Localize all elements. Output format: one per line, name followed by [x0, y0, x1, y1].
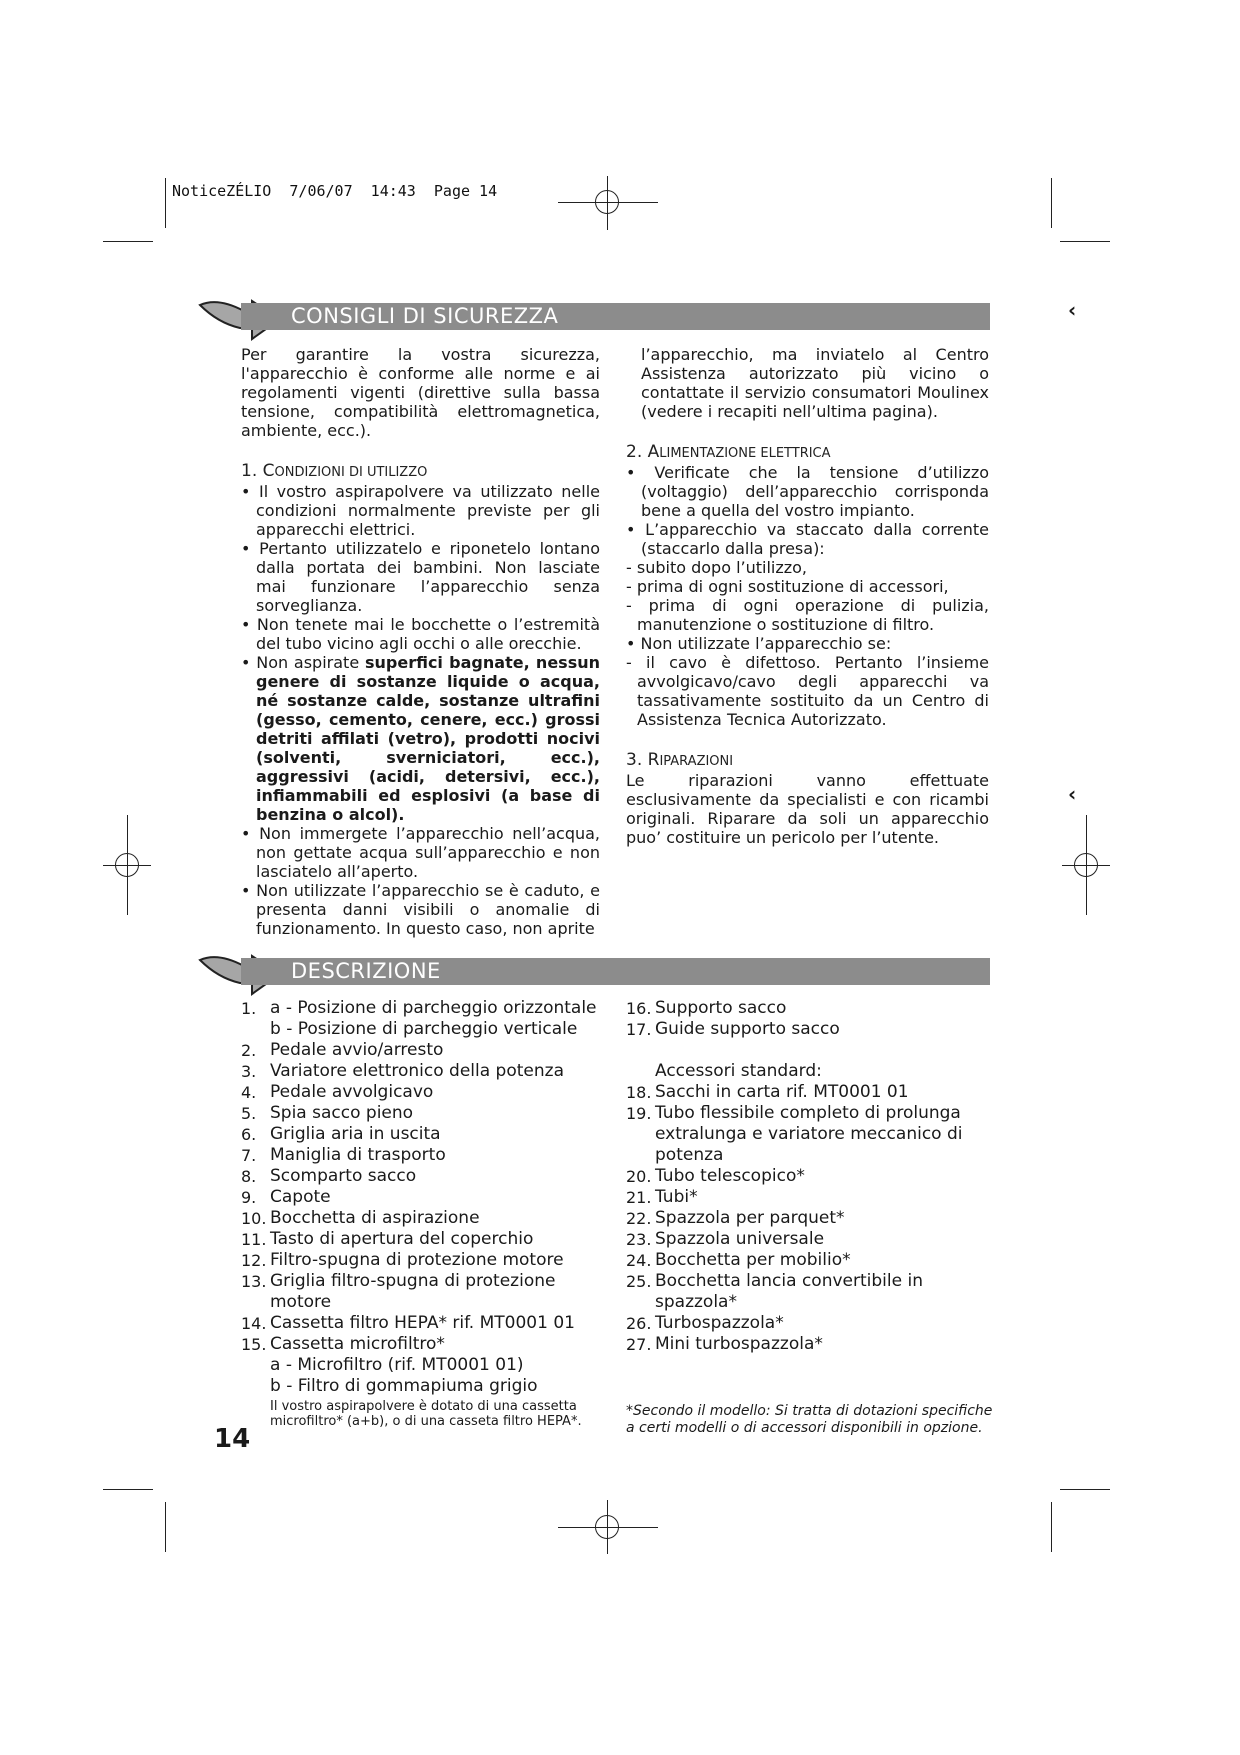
item-text: Griglia filtro-spugna di protezione: [270, 1271, 556, 1291]
item-number: 8.: [241, 1167, 257, 1186]
list-item: - prima di ogni sostituzione di accessori,: [626, 577, 949, 596]
item-number: 13.: [241, 1272, 267, 1291]
list-item: • Pertanto utilizzatelo e riponetelo lontano dalla portata dei bambini. Non lasciate mai funzionare l’apparecchio senza sorveglianza.: [241, 539, 600, 615]
item-text: Spia sacco pieno: [270, 1103, 414, 1123]
crop-mark: [103, 1489, 153, 1490]
item-text: Maniglia di trasporto: [270, 1145, 446, 1165]
list-item: • Non utilizzate l’apparecchio se:: [626, 634, 892, 653]
item-text: Bocchetta lancia convertibile in spazzola*: [655, 1271, 923, 1312]
list-item: - il cavo è difettoso. Pertanto l’insieme avvolgicavo/cavo degli apparecchi va tassativamente sostituito da un Centro di Assistenza Tecnica Autorizzato.: [626, 653, 989, 729]
crop-mark: [1051, 1502, 1052, 1552]
print-slug: NoticeZÉLIO 7/06/07 14:43 Page 14: [172, 182, 498, 200]
item-text: Cassetta filtro HEPA* rif. MT0001 01: [270, 1313, 575, 1333]
item-text: Pedale avvio/arresto: [270, 1040, 444, 1060]
list-item: [626, 1145, 996, 1166]
item-text: Bocchetta per mobilio*: [655, 1250, 851, 1270]
list-item: [626, 1208, 996, 1229]
list-item: [241, 1376, 611, 1397]
subheading-power-supply: 2. ALIMENTAZIONE ELETTRICA: [626, 442, 831, 462]
list-item: [626, 1124, 996, 1145]
item-number: 20.: [626, 1167, 652, 1186]
list-item: [241, 1229, 611, 1250]
list-item: - subito dopo l’utilizzo,: [626, 558, 808, 577]
list-item: [241, 1187, 611, 1208]
list-item: [241, 1103, 611, 1124]
item-number: 21.: [626, 1188, 652, 1207]
item-text: Tasto di apertura del coperchio: [270, 1229, 534, 1249]
list-item: [626, 1229, 996, 1250]
crop-mark: [165, 1502, 166, 1552]
list-item: • Non immergete l’apparecchio nell’acqua, non gettate acqua sull’apparecchio e non lasciatelo all’aperto.: [241, 824, 600, 881]
footnote: *Secondo il modello: Si tratta di dotazioni specifiche a certi modelli o di accessori disponibili in opzione.: [626, 1403, 993, 1436]
safety-continuation: l’apparecchio, ma inviatelo al Centro Assistenza autorizzato più vicino o contattate il servizio consumatori Moulinex (vedere i recapiti nell’ultima pagina).: [641, 345, 989, 421]
safety-column-left: [241, 345, 600, 938]
list-item: • Non tenete mai le bocchette o l’estremità del tubo vicino agli occhi o alle orecchie.: [241, 615, 600, 653]
item-text: Capote: [270, 1187, 331, 1207]
item-text: b - Posizione di parcheggio verticale: [270, 1019, 578, 1039]
margin-tick-mark: ‹: [1068, 782, 1077, 806]
item-text: Spazzola per parquet*: [655, 1208, 845, 1228]
crop-mark: [1060, 1489, 1110, 1490]
item-number: 17.: [626, 1020, 652, 1039]
list-item: [626, 1187, 996, 1208]
crop-mark: [103, 241, 153, 242]
item-number: 4.: [241, 1083, 257, 1102]
item-text: Tubo telescopico*: [655, 1166, 805, 1186]
item-number: 9.: [241, 1188, 257, 1207]
list-item: [626, 1313, 996, 1334]
item-text: Griglia aria in uscita: [270, 1124, 441, 1144]
list-item: [626, 1082, 996, 1103]
item-number: 16.: [626, 999, 652, 1018]
list-item: [241, 998, 611, 1019]
item-number: 15.: [241, 1335, 267, 1354]
list-item: [241, 1313, 611, 1334]
list-item: [241, 1271, 611, 1292]
item-number: 19.: [626, 1104, 652, 1123]
item-text: Mini turbospazzola*: [655, 1334, 823, 1354]
item-text: Spazzola universale: [655, 1229, 825, 1249]
item-text: Tubo flessibile completo di prolunga: [655, 1103, 961, 1123]
item-text: Pedale avvolgicavo: [270, 1082, 434, 1102]
item-text: Supporto sacco: [655, 998, 787, 1018]
item-text: Cassetta microfiltro*: [270, 1334, 445, 1354]
item-number: 5.: [241, 1104, 257, 1123]
item-number: 1.: [241, 999, 257, 1018]
item-text: b - Filtro di gommapiuma grigio: [270, 1376, 538, 1396]
page-number: 14: [214, 1424, 251, 1454]
safety-intro: Per garantire la vostra sicurezza, l'apparecchio è conforme alle norme e ai regolamenti vigenti (direttive sulla bassa tensione, compatibilità elettromagnetica, ambiente, ecc.).: [241, 345, 600, 440]
list-item: [626, 998, 996, 1019]
parts-list-right: [626, 998, 996, 1355]
list-item: [241, 1061, 611, 1082]
item-number: 23.: [626, 1230, 652, 1249]
list-item: • L’apparecchio va staccato dalla corrente (staccarlo dalla presa):: [626, 520, 989, 558]
item-text: a - Posizione di parcheggio orizzontale: [270, 998, 597, 1018]
subheading-repairs: 3. RIPARAZIONI: [626, 750, 734, 770]
list-item: [241, 1145, 611, 1166]
item-number: 10.: [241, 1209, 267, 1228]
parts-list-left: [241, 998, 611, 1429]
item-number: 12.: [241, 1251, 267, 1270]
item-number: 25.: [626, 1272, 652, 1291]
list-item: [241, 1208, 611, 1229]
list-item: [241, 1019, 611, 1040]
section-heading-safety: CONSIGLI DI SICUREZZA: [241, 303, 990, 330]
list-item: [626, 1103, 996, 1124]
list-item: [241, 1355, 611, 1376]
list-item: - prima di ogni operazione di pulizia, manutenzione o sostituzione di filtro.: [626, 596, 989, 634]
list-item: • Non utilizzate l’apparecchio se è caduto, e presenta danni visibili o anomalie di funzionamento. In questo caso, non aprite: [241, 881, 600, 938]
list-item: [241, 1250, 611, 1271]
list-item: [626, 1250, 996, 1271]
item-number: 7.: [241, 1146, 257, 1165]
list-item: [241, 1040, 611, 1061]
warning-bold-text: superfici bagnate, nessun genere di sostanze liquide o acqua, né sostanze calde, sostanze ultrafini (gesso, cemento, cenere, ecc.) grossi detriti affilati (vetro), prodotti nocivi (solventi, sverniciatori, ecc.), aggressivi (acidi, detersivi, ecc.), infiammabili ed esplosivi (a base di benzina o alcol).: [256, 653, 600, 824]
item-text: Scomparto sacco: [270, 1166, 417, 1186]
item-text: Filtro-spugna di protezione motore: [270, 1250, 564, 1270]
list-item: [241, 1124, 611, 1145]
section-heading-description: DESCRIZIONE: [241, 958, 990, 985]
list-item-warning: • Non aspirate superfici bagnate, nessun genere di sostanze liquide o acqua, né sostanze calde, sostanze ultrafini (gesso, cemento, cenere, ecc.) grossi detriti affilati (vetro), prodotti nocivi (solventi, sverniciatori, ecc.), aggressivi (acidi, detersivi, ecc.), infiammabili ed esplosivi (a base di benzina o alcol).: [241, 653, 600, 824]
item-number: 24.: [626, 1251, 652, 1270]
list-item: [241, 1082, 611, 1103]
list-item: [626, 1019, 996, 1040]
list-item: [241, 1166, 611, 1187]
list-item: [626, 1271, 996, 1313]
item-text: Tubi*: [655, 1187, 698, 1207]
item-text: motore: [270, 1292, 332, 1312]
list-item: [626, 1334, 996, 1355]
item-text: Turbospazzola*: [655, 1313, 784, 1333]
item-text: Variatore elettronico della potenza: [270, 1061, 564, 1081]
item-text: Bocchetta di aspirazione: [270, 1208, 480, 1228]
filter-note: Il vostro aspirapolvere è dotato di una cassetta microfiltro* (a+b), o di una casseta filtro HEPA*.: [270, 1399, 582, 1429]
item-number: 27.: [626, 1335, 652, 1354]
item-text: a - Microfiltro (rif. MT0001 01): [270, 1355, 524, 1375]
subheading-conditions: 1. CONDIZIONI DI UTILIZZO: [241, 461, 428, 481]
list-item: • Il vostro aspirapolvere va utilizzato nelle condizioni normalmente previste per gli apparecchi elettrici.: [241, 482, 600, 539]
safety-column-right: [626, 345, 989, 847]
list-item: [241, 1292, 611, 1313]
crop-mark: [1060, 241, 1110, 242]
item-text: Sacchi in carta rif. MT0001 01: [655, 1082, 909, 1102]
list-item: [241, 1334, 611, 1355]
item-number: 3.: [241, 1062, 257, 1081]
item-text: extralunga e variatore meccanico di: [655, 1124, 963, 1144]
list-item: • Verificate che la tensione d’utilizzo (voltaggio) dell’apparecchio corrisponda bene a quella del vostro impianto.: [626, 463, 989, 520]
item-number: 6.: [241, 1125, 257, 1144]
item-number: 18.: [626, 1083, 652, 1102]
crop-mark: [165, 178, 166, 228]
item-number: 26.: [626, 1314, 652, 1333]
repairs-text: Le riparazioni vanno effettuate esclusivamente da specialisti e con ricambi originali. Riparare da soli un apparecchio puo’ costituire un pericolo per l’utente.: [626, 771, 989, 847]
item-text: Guide supporto sacco: [655, 1019, 840, 1039]
margin-tick-mark: ‹: [1068, 298, 1077, 322]
list-item: [626, 1166, 996, 1187]
crop-mark: [1051, 178, 1052, 228]
item-number: 14.: [241, 1314, 267, 1333]
accessories-label: Accessori standard:: [655, 1061, 822, 1081]
item-text: potenza: [655, 1145, 724, 1165]
item-number: 22.: [626, 1209, 652, 1228]
item-number: 11.: [241, 1230, 267, 1249]
item-number: 2.: [241, 1041, 257, 1060]
